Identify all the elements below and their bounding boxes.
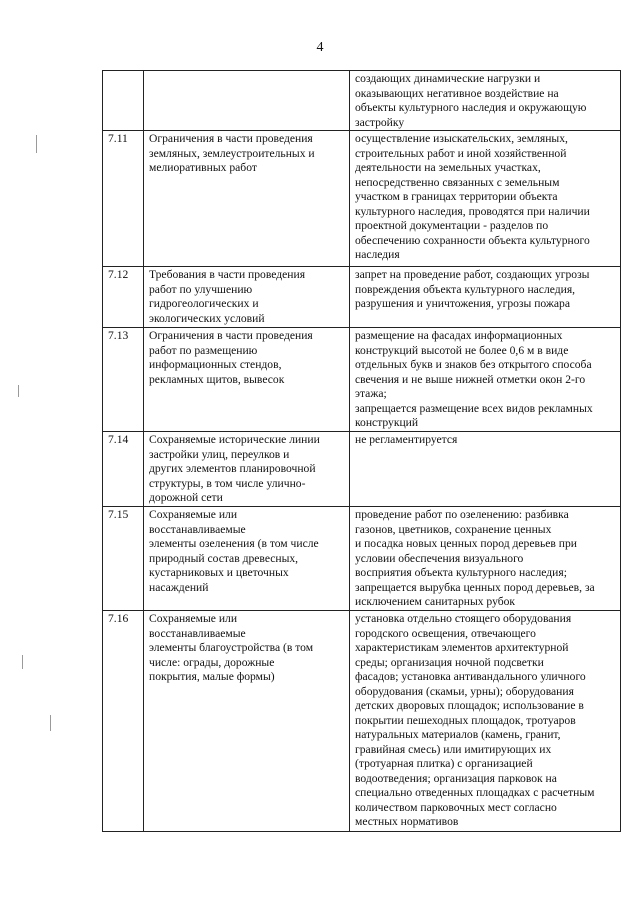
table-row	[103, 507, 621, 611]
table-row	[103, 611, 621, 832]
table-row	[103, 328, 621, 432]
restriction-description-cell: осуществление изыскательских, земляных, строительных работ и иной хозяйственной деятельности на земельных участках, непосредственно связанных с земельным участком в границах территории объекта культурного наследия, проводятся при наличии проектной документации - разделов по обеспечению сохранности объекта культурного наследия	[350, 131, 621, 267]
restriction-description-cell: установка отдельно стоящего оборудования городского освещения, отвечающего характеристикам элементов архитектурной среды; организация ночной подсветки фасадов; установка антивандального уличного оборудования (скамьи, урны); оборудования детских дворовых площадок; использование в покрытии пешеходных площадок, тротуаров натуральных материалов (камень, гранит, гравийная смесь) или имитирующих их (тротуарная плитка) с организацией водоотведения; организация парковок на специально отведенных площадках с расчетным количеством парковочных мест согласно местных нормативов	[350, 611, 621, 832]
row-number-cell: 7.12	[103, 267, 144, 328]
restriction-name-cell: Ограничения в части проведения работ по размещению информационных стендов, рекламных щитов, вывесок	[144, 328, 350, 432]
table-row	[103, 432, 621, 507]
restriction-description-cell: не регламентируется	[350, 432, 621, 507]
restriction-name-cell	[144, 71, 350, 131]
scan-mark	[36, 135, 37, 153]
regulations-table	[102, 70, 621, 832]
table-row	[103, 131, 621, 267]
row-number-cell: 7.16	[103, 611, 144, 832]
restriction-description-cell: создающих динамические нагрузки и оказывающих негативное воздействие на объекты культурного наследия и окружающую застройку	[350, 71, 621, 131]
restriction-name-cell: Сохраняемые или восстанавливаемые элементы озеленения (в том числе природный состав древесных, кустарниковых и цветочных насаждений	[144, 507, 350, 611]
page-number: 4	[316, 40, 324, 55]
row-number-cell: 7.13	[103, 328, 144, 432]
row-number-cell: 7.11	[103, 131, 144, 267]
restriction-name-cell: Требования в части проведения работ по улучшению гидрогеологических и экологических условий	[144, 267, 350, 328]
table-row	[103, 267, 621, 328]
restriction-description-cell: проведение работ по озеленению: разбивка газонов, цветников, сохранение ценных и посадка новых ценных пород деревьев при условии обеспечения визуального восприятия объекта культурного наследия; запрещается вырубка ценных пород деревьев, за исключением санитарных рубок	[350, 507, 621, 611]
restriction-name-cell: Сохраняемые исторические линии застройки улиц, переулков и других элементов планировочной структуры, в том числе улично- дорожной сети	[144, 432, 350, 507]
table-row	[103, 71, 621, 131]
scan-mark	[18, 385, 19, 397]
scan-mark	[22, 655, 23, 669]
row-number-cell	[103, 71, 144, 131]
scan-mark	[50, 715, 51, 731]
restriction-name-cell: Сохраняемые или восстанавливаемые элементы благоустройства (в том числе: ограды, дорожные покрытия, малые формы)	[144, 611, 350, 832]
restriction-description-cell: запрет на проведение работ, создающих угрозы повреждения объекта культурного наследия, разрушения и уничтожения, угрозы пожара	[350, 267, 621, 328]
row-number-cell: 7.15	[103, 507, 144, 611]
row-number-cell: 7.14	[103, 432, 144, 507]
restriction-description-cell: размещение на фасадах информационных конструкций высотой не более 0,6 м в виде отдельных букв и знаков без открытого способа свечения и не выше нижней отметки окон 2-го этажа; запрещается размещение всех видов рекламных конструкций	[350, 328, 621, 432]
restriction-name-cell: Ограничения в части проведения земляных, землеустроительных и мелиоративных работ	[144, 131, 350, 267]
